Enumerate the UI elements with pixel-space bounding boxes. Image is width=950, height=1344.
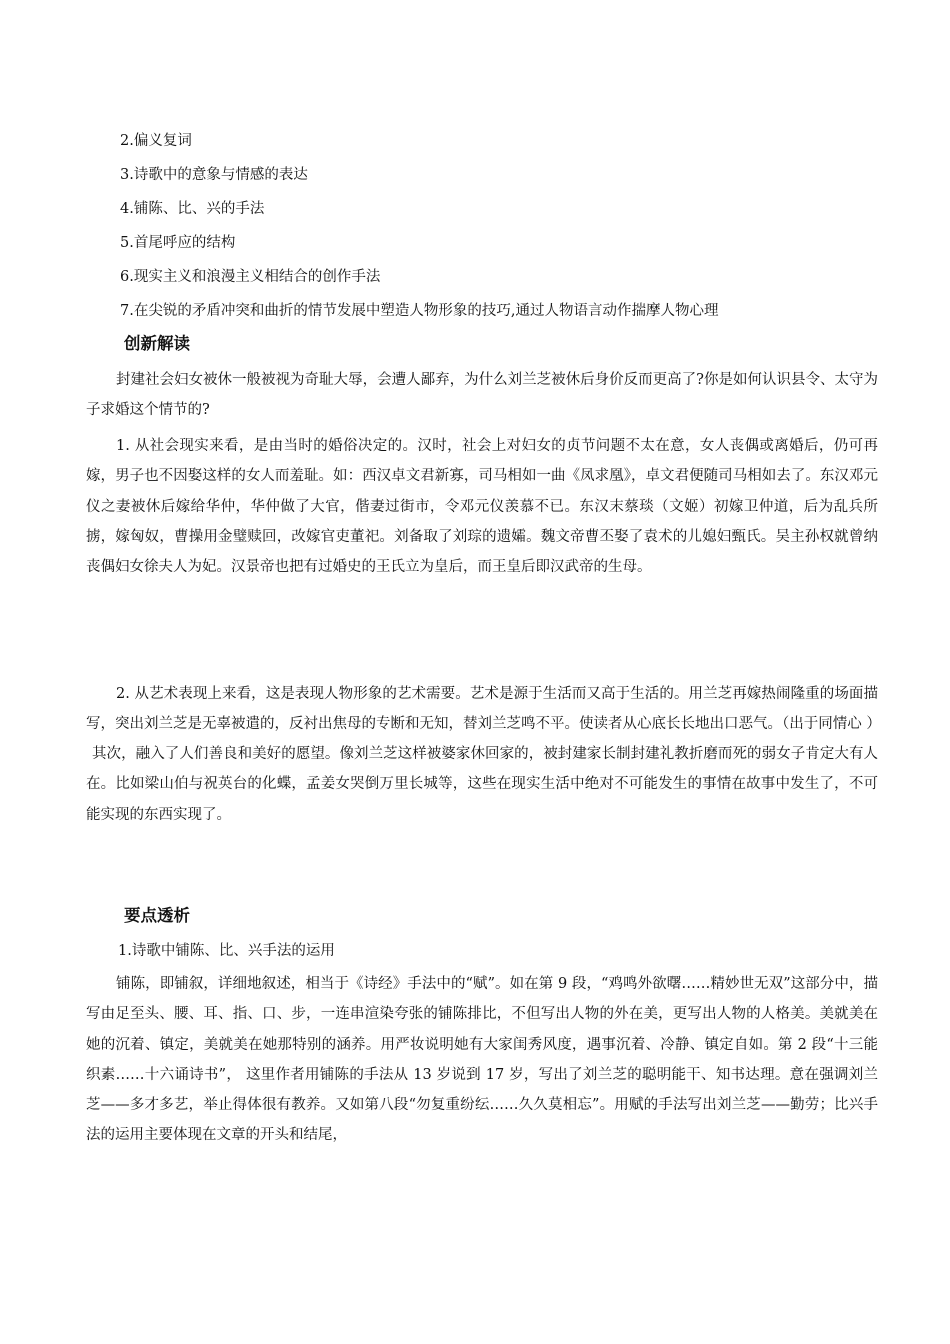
list-item: 7.在尖锐的矛盾冲突和曲折的情节发展中塑造人物形象的技巧,通过人物语言动作揣摩人物心理 (120, 303, 719, 319)
list-item: 4.铺陈、比、兴的手法 (120, 201, 265, 217)
subheading-technique: 1.诗歌中铺陈、比、兴手法的运用 (118, 943, 335, 959)
section-heading-key-analysis: 要点透析 (124, 906, 190, 925)
key-points-list (120, 124, 880, 328)
list-item: 3.诗歌中的意象与情感的表达 (120, 167, 308, 183)
list-item: 2.偏义复词 (120, 133, 192, 149)
social-reality-paragraph: 1. 从社会现实来看，是由当时的婚俗决定的。汉时，社会上对妇女的贞节问题不太在意，女人丧偶或离婚后，仍可再嫁，男子也不因娶这样的女人而羞耻。如：西汉卓文君新寡，司马相如一曲《凤求凰》，卓文君便随司马相如去了。东汉邓元仪之妻被休后嫁给华仲，华仲做了大官，偕妻过街市，令邓元仪羡慕不已。东汉末蔡琰（文姬）初嫁卫仲道，后为乱兵所掳，嫁匈奴，曹操用金璧赎回，改嫁官吏董祀。刘备取了刘琮的遗孀。魏文帝曹丕娶了袁术的儿媳妇甄氏。吴主孙权就曾纳丧偶妇女徐夫人为妃。汉景帝也把有过婚史的王氏立为皇后，而王皇后即汉武帝的生母。 (86, 438, 878, 576)
section-heading-innovation: 创新解读 (124, 334, 190, 353)
technique-paragraph: 铺陈，即铺叙，详细地叙述，相当于《诗经》手法中的“赋”。如在第 9 段，“鸡鸣外欲曙……精妙世无双”这部分中，描写由足至头、腰、耳、指、口、步，一连串渲染夸张的铺陈排比，不但写出人物的外在美，更写出人物的人格美。美就美在她的沉着、镇定，美就美在她那特别的涵养。用严妆说明她有大家闺秀风度，遇事沉着、冷静、镇定自如。第 2 段“十三能织素……十六诵诗书”， 这里作者用铺陈的手法从 13 岁说到 17 岁，写出了刘兰芝的聪明能干、知书达理。意在强调刘兰芝——多才多艺，举止得体很有教养。又如第八段“勿复重纷纭……久久莫相忘”。用赋的手法写出刘兰芝——勤劳；比兴手法的运用主要体现在文章的开头和结尾， (86, 976, 878, 1144)
artistic-paragraph: 2. 从艺术表现上来看，这是表现人物形象的艺术需要。艺术是源于生活而又高于生活的。用兰芝再嫁热闹隆重的场面描写，突出刘兰芝是无辜被遣的，反衬出焦母的专断和无知，替刘兰芝鸣不平。使读者从心底长长地出口恶气。（出于同情心 ） (86, 686, 881, 733)
list-item: 5.首尾呼应的结构 (120, 235, 236, 251)
secondly-paragraph: 其次，融入了人们善良和美好的愿望。像刘兰芝这样被婆家休回家的，被封建家长制封建礼教折磨而死的弱女子肯定大有人在。比如梁山伯与祝英台的化蝶，孟姜女哭倒万里长城等，这些在现实生活中绝对不可能发生的事情在故事中发生了，不可能实现的东西实现了。 (86, 746, 878, 823)
question-paragraph: 封建社会妇女被休一般被视为奇耻大辱，会遭人鄙弃，为什么刘兰芝被休后身价反而更高了?你是如何认识县令、太守为子求婚这个情节的? (86, 372, 878, 419)
list-item: 6.现实主义和浪漫主义相结合的创作手法 (120, 269, 381, 285)
